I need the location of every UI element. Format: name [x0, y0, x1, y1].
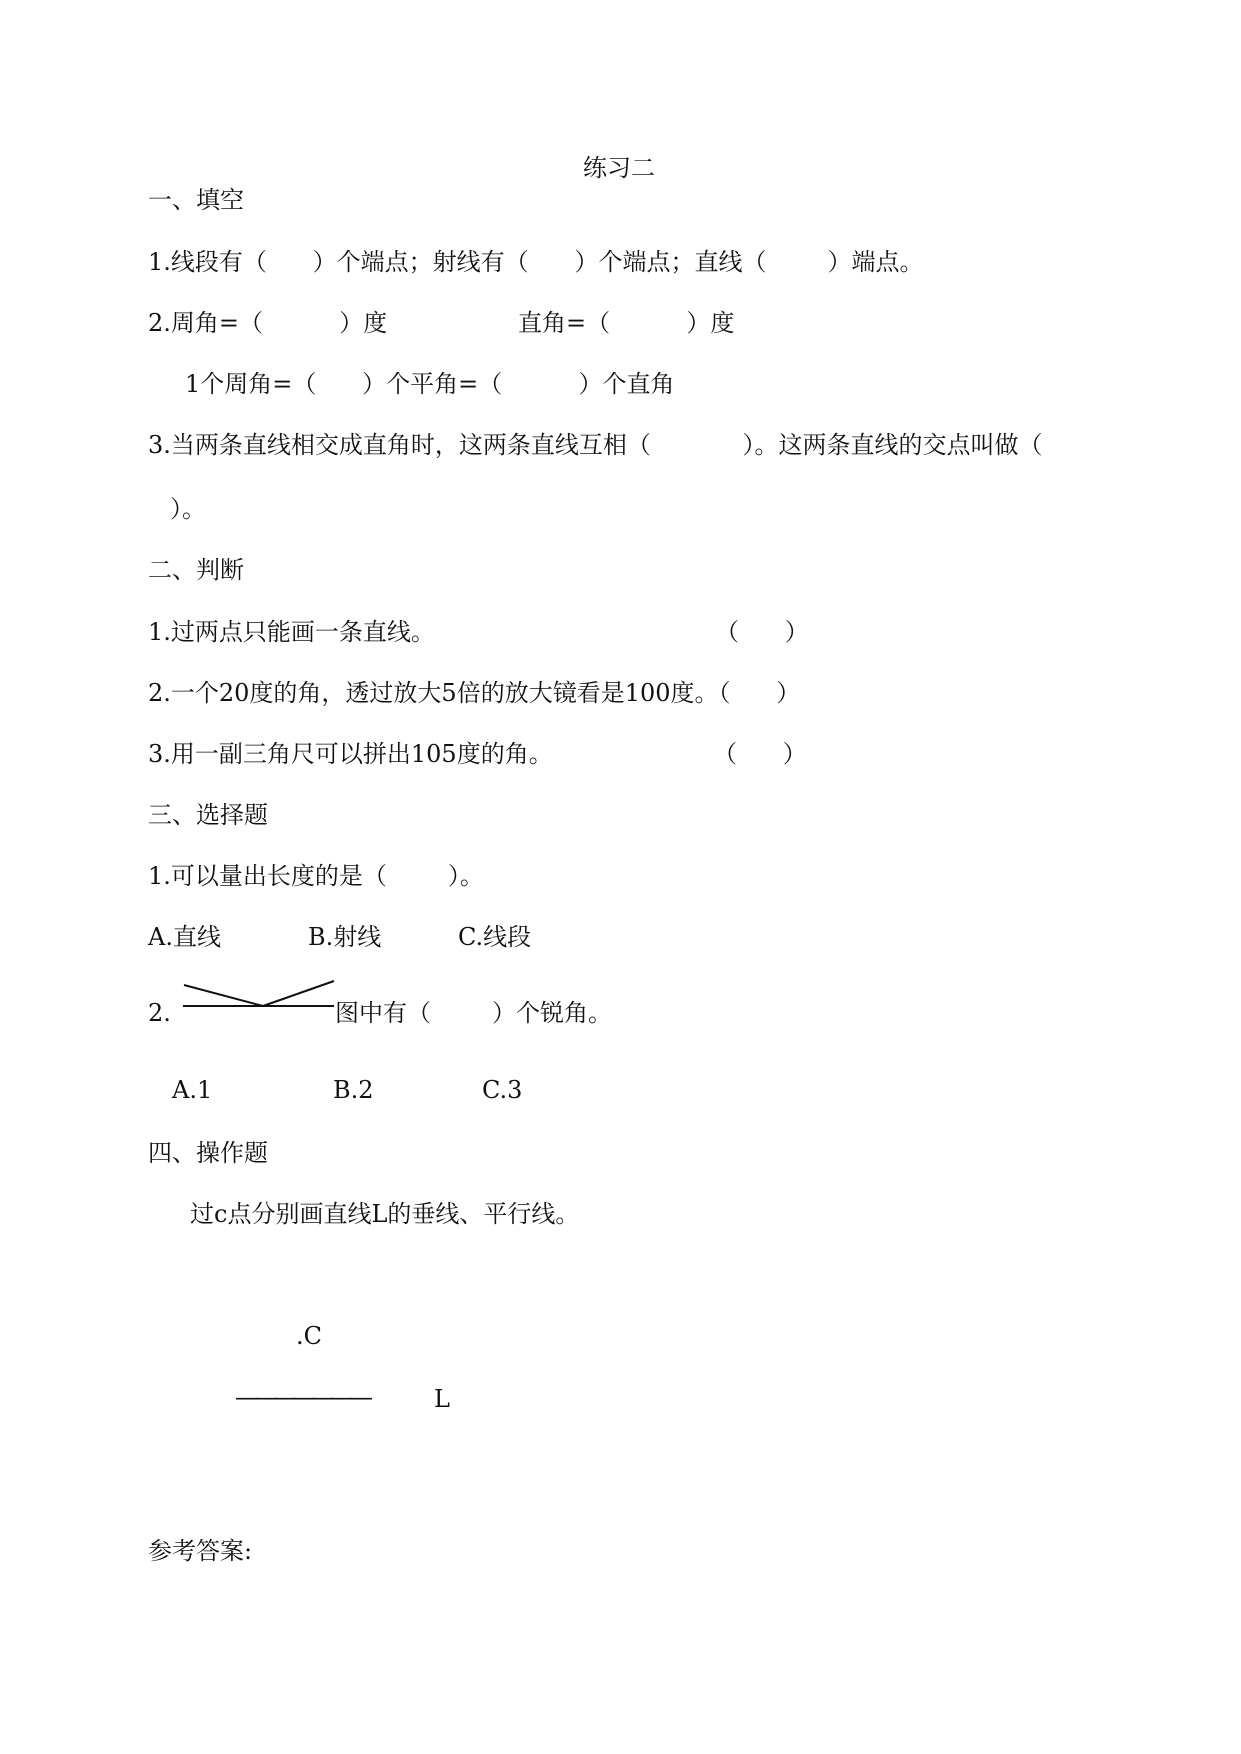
right-ray: [263, 981, 334, 1006]
angle-diagram: [183, 980, 337, 1010]
judge-question-1: 1.过两点只能画一条直线。: [148, 618, 435, 646]
choice-q2-option-c: C.3: [482, 1076, 523, 1104]
left-ray: [184, 985, 263, 1006]
section-judge-heading: 二、判断: [148, 556, 244, 584]
fill-question-2b: 直角=（ ）度: [518, 309, 735, 337]
choice-q1-option-c: C.线段: [458, 923, 532, 951]
judge-question-3: 3.用一副三角尺可以拼出105度的角。: [148, 740, 553, 768]
judge-question-2: 2.一个20度的角，透过放大5倍的放大镜看是100度。（ ）: [148, 679, 801, 707]
choice-q2-option-b: B.2: [333, 1076, 374, 1104]
line-l: ———————: [235, 1383, 368, 1411]
section-fill-heading: 一、填空: [148, 186, 244, 214]
operation-instruction: 过c点分别画直线L的垂线、平行线。: [190, 1200, 580, 1228]
choice-question-2-number: 2.: [148, 999, 171, 1027]
fill-question-3b: ）。: [170, 495, 206, 523]
line-l-label: L: [434, 1385, 450, 1413]
page-title: 练习二: [583, 154, 655, 182]
fill-question-2c: 1个周角=（ ）个平角=（ ）个直角: [185, 370, 675, 398]
choice-question-1: 1.可以量出长度的是（ ）。: [148, 862, 484, 890]
answers-heading: 参考答案:: [148, 1537, 253, 1565]
choice-q1-option-a: A.直线: [148, 923, 221, 951]
section-choice-heading: 三、选择题: [148, 801, 268, 829]
fill-question-3a: 3.当两条直线相交成直角时，这两条直线互相（ ）。这两条直线的交点叫做（: [148, 431, 1043, 459]
judge-question-3-blank: （ ）: [713, 740, 807, 768]
judge-question-1-blank: （ ）: [715, 618, 809, 646]
choice-q1-option-b: B.射线: [308, 923, 382, 951]
acute-angle-figure: [183, 980, 337, 1010]
fill-question-2a: 2.周角=（ ）度: [148, 309, 388, 337]
point-c-label: .C: [296, 1322, 322, 1350]
choice-q2-option-a: A.1: [172, 1076, 213, 1104]
section-operation-heading: 四、操作题: [148, 1139, 268, 1167]
choice-question-2: 图中有（ ）个锐角。: [335, 999, 613, 1027]
fill-question-1: 1.线段有（ ）个端点；射线有（ ）个端点；直线（ ）端点。: [148, 248, 924, 276]
